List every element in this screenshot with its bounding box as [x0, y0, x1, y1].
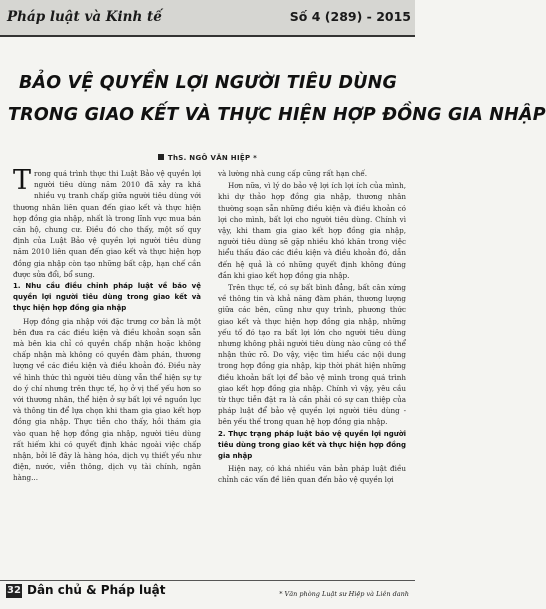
paragraph: Hợp đồng gia nhập với đặc trưng cơ bản là một bên đưa ra các điều kiện và điều khoản soạn sẵn mà bên kia chỉ có quyền chấp nhận hoặc không chấp nhận mà không có quyền đàm phán, thương lượng về các điều kiện và điều khoản đó. Điều này về hình thức thì người tiêu dùng vẫn thể hiện sự tự do ý chí nhưng trên thực tế, họ ở vị thế yếu hơn so với thương nhân, thể hiện ở sự bất lợi về nguồn lực và thông tin để lựa chọn khi tham gia giao kết hợp đồng gia nhập. Thực tiễn cho thấy, hồi thám gia vào quan hệ hợp đồng gia nhập, người tiêu dùng rất hiếm khi có quyết định khác ngoài việc chấp nhận, bởi lẽ đây là hàng hóa, dịch vụ thiết yếu như điện, nước, viễn thông, dịch vụ tài chính, ngân hàng...	[13, 316, 201, 483]
page-number: 32	[7, 585, 21, 596]
issue-number: Số 4 (289) - 2015	[289, 9, 411, 24]
magazine-name: Dân chủ & Pháp luật	[27, 583, 166, 597]
left-column	[13, 165, 201, 576]
paragraph: Hiện nay, có khá nhiều văn bản pháp luật điều chỉnh các vấn đề liên quan đến bảo vệ quyền lợi	[218, 464, 406, 485]
article-title-line-1: BẢO VỆ QUYỀN LỢI NGƯỜI TIÊU DÙNG	[18, 73, 398, 93]
paragraph: và lường nhà cung cấp cũng rất hạn chế.	[218, 169, 368, 178]
author-name: ThS. NGÔ VĂN HIỆP *	[167, 154, 258, 162]
section-name: Pháp luật và Kinh tế	[7, 9, 162, 25]
paragraph: Hơn nữa, vì lý do bảo vệ lợi ích lợi ích của mình, khi dự thảo hợp đồng gia nhập, thương nhân thường soạn sẵn những điều kiện và điều khoản có lợi cho mình, bất lợi cho người tiêu dùng. Chính vì vậy, khi tham gia giao kết hợp đồng gia nhập, người tiêu dùng sẽ gặp nhiều khó khăn trong việc hiểu thấu đáo các điều kiện và điều khoản đó, dẫn đến hệ quả là có những quyết định không đúng đắn khi giao kết hợp đồng gia nhập.	[218, 181, 406, 280]
article-title-line-2: TRONG GIAO KẾT VÀ THỰC HIỆN HỢP ĐỒNG GIA NHẬP	[8, 105, 546, 125]
author-byline	[0, 154, 415, 162]
section-heading: 1. Nhu cầu điều chỉnh pháp luật về bảo vệ quyền lợi người tiêu dùng trong giao kết và thực hiện hợp đồng gia nhập	[13, 282, 201, 313]
square-bullet-icon	[158, 154, 164, 160]
paragraph: Trong quá trình thực thi Luật Bảo vệ quyền lợi người tiêu dùng năm 2010 đã xảy ra khá nhiều vụ tranh chấp giữa người tiêu dùng với thương nhân liên quan đến giao kết và thực hiện hợp đồng gia nhập, nhất là trong lĩnh vực mua bán căn hộ, chung cư. Điều đó cho thấy, một số quy định của Luật Bảo vệ quyền lợi người tiêu dùng năm 2010 liên quan đến giao kết và thực hiện hợp đồng gia nhập còn tạo những bất cập, hạn chế cần được sửa đổi, bổ sung.	[13, 165, 201, 279]
header-rule	[0, 35, 415, 37]
running-header	[0, 0, 415, 36]
right-column	[218, 168, 406, 576]
drop-cap: T	[13, 165, 32, 196]
author-footnote: * Văn phòng Luật sư Hiệp và Liên danh	[279, 590, 409, 598]
paragraph: Trên thực tế, có sự bất bình đẳng, bất cân xứng về thông tin và khả năng đàm phán, thương lượng giữa các bên, cũng như quy trình, phương thức giao kết và thực hiện hợp đồng gia nhập, những yếu tố đó tạo ra bất lợi lớn cho người tiêu dùng nhưng không phải người tiêu dùng nào cũng có thể nhận thức rõ. Do vậy, việc tìm hiểu các nội dung trong hợp đồng gia nhập, kịp thời phát hiện những điều khoản bất lợi để bảo vệ mình trong quá trình giao kết hợp đồng gia nhập. Chính vì vậy, yêu cầu từ thực tiễn đặt ra là cần phải có sự can thiệp của pháp luật để bảo vệ quyền lợi người tiêu dùng - bên yếu thế trong quan hệ hợp đồng gia nhập.	[218, 283, 406, 427]
footer-rule	[0, 580, 415, 581]
section-heading: 2. Thực trạng pháp luật bảo vệ quyền lợi người tiêu dùng trong giao kết và thực hiện hợp đồng gia nhập	[218, 429, 406, 461]
